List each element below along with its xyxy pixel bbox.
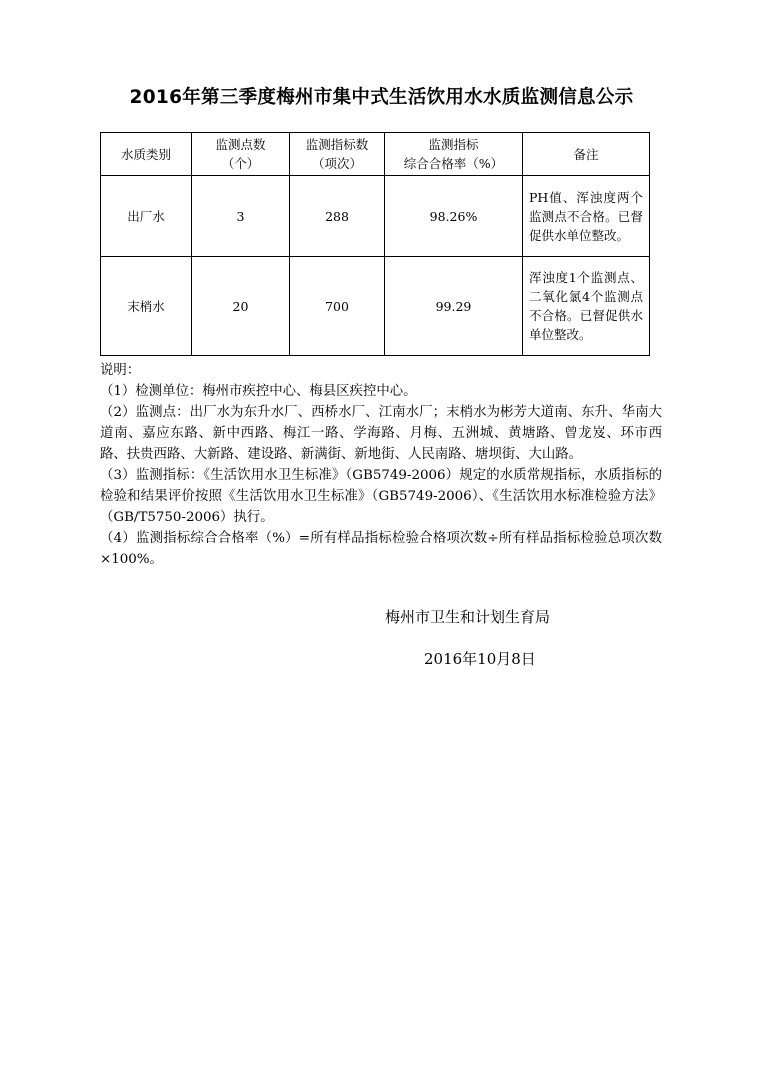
note-item-2: （2）监测点：出厂水为东升水厂、西桥水厂、江南水厂；末梢水为彬芳大道南、东升、华南大道南、嘉应东路、新中西路、梅江一路、学海路、月梅、五洲城、黄塘路、曾龙岌、环市西路、扶贵西路、大新路、建设路、新满街、新地街、人民南路、塘坝街、大山路。 (100, 405, 662, 462)
header-cell-note: 备注 (523, 133, 650, 176)
notes-heading: 说明： (100, 363, 141, 378)
cell-note: 浑浊度1个监测点、二氧化氯4个监测点不合格。已督促供水单位整改。 (523, 257, 650, 356)
cell-items: 700 (290, 257, 385, 356)
table-row (101, 176, 650, 257)
note-item-1: （1）检测单位：梅州市疾控中心、梅县区疾控中心。 (100, 384, 417, 399)
header-cell-rate: 监测指标 综合合格率（%） (385, 133, 523, 176)
cell-type: 出厂水 (101, 176, 192, 257)
cell-rate: 98.26% (385, 176, 523, 257)
cell-points: 20 (192, 257, 290, 356)
table-header-row (101, 133, 650, 176)
header-cell-items: 监测指标数 （项次） (290, 133, 385, 176)
header-cell-type: 水质类别 (101, 133, 192, 176)
issue-date: 2016年10月8日 (424, 650, 536, 668)
header-cell-points: 监测点数 （个） (192, 133, 290, 176)
water-quality-table (100, 132, 650, 356)
signature: 梅州市卫生和计划生育局 (385, 608, 551, 626)
cell-points: 3 (192, 176, 290, 257)
cell-items: 288 (290, 176, 385, 257)
note-item-4: （4）监测指标综合合格率（%）=所有样品指标检验合格项次数÷所有样品指标检验总项次数×100%。 (100, 531, 662, 567)
cell-note: PH值、浑浊度两个监测点不合格。已督促供水单位整改。 (523, 176, 650, 257)
notes-section (100, 360, 662, 570)
note-item-3: （3）监测指标：《生活饮用水卫生标准》（GB5749-2006）规定的水质常规指标，水质指标的检验和结果评价按照《生活饮用水卫生标准》（GB5749-2006）、《生活饮用水标准检验方法》（GB/T5750-2006）执行。 (100, 468, 662, 525)
cell-rate: 99.29 (385, 257, 523, 356)
cell-type: 末梢水 (101, 257, 192, 356)
page-title: 2016年第三季度梅州市集中式生活饮用水水质监测信息公示 (129, 87, 634, 108)
table-row (101, 257, 650, 356)
